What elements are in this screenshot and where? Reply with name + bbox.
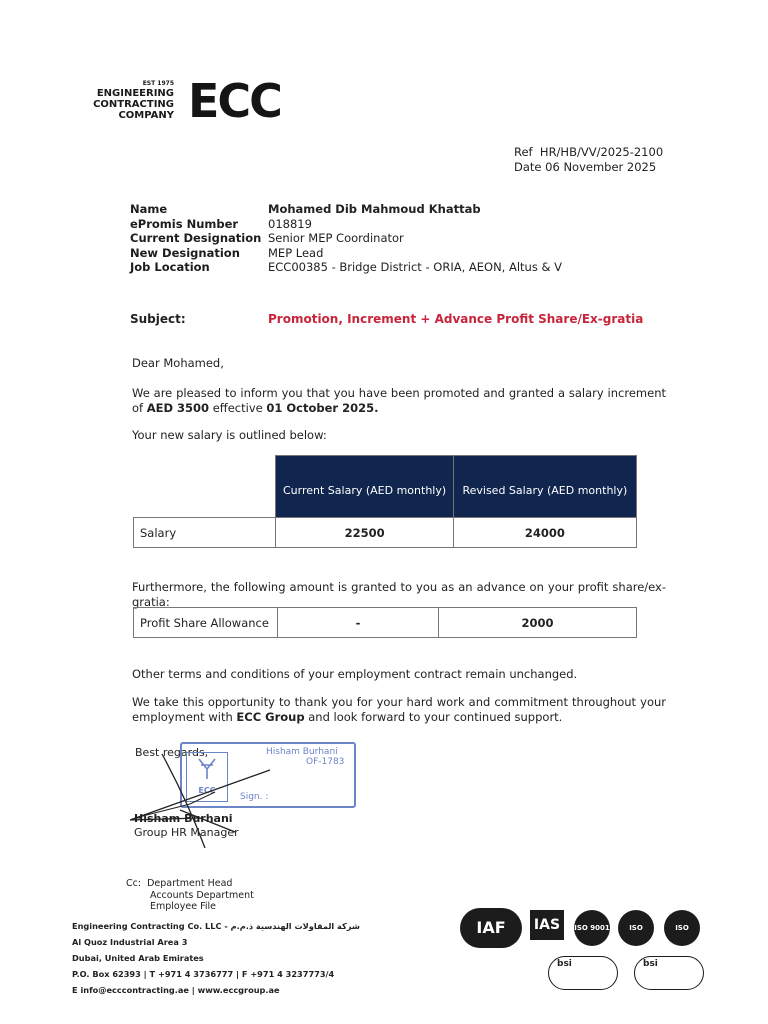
company-name-block <box>86 80 174 121</box>
header-current-salary: Current Salary (AED monthly) <box>276 456 453 518</box>
paragraph-thanks <box>132 695 666 725</box>
info-value: 018819 <box>268 216 312 231</box>
company-name-line1: ENGINEERING <box>96 88 174 99</box>
profit-current-value: - <box>278 608 439 638</box>
footer-company-name: Engineering Contracting Co. LLC - شركة المقاولات الهندسية ذ.م.م <box>72 921 360 931</box>
subject-label: Subject: <box>130 312 186 326</box>
p5-group-name: ECC Group <box>236 710 305 724</box>
info-row <box>130 217 562 232</box>
iso-45001-badge: ISO 45001 <box>664 910 700 946</box>
info-row <box>130 260 562 275</box>
footer-contact: P.O. Box 62393 | T +971 4 3736777 | F +971 4 3237773/4 <box>72 969 335 979</box>
p5-text-c: and look forward to your continued support. <box>308 710 563 724</box>
signatory-name: Hisham Burhani <box>134 812 233 825</box>
signatory-title: Group HR Manager <box>134 826 239 839</box>
cc-label: Cc: <box>126 878 142 889</box>
ref-value: HR/HB/VV/2025-2100 <box>539 145 664 159</box>
info-row <box>130 231 562 246</box>
cc-item: Department Head <box>147 878 233 889</box>
stamp-sign-label: Sign. : <box>240 792 269 802</box>
p1-amount: AED 3500 <box>146 401 210 415</box>
cc-block <box>126 878 254 913</box>
stamp-name: Hisham Burhani <box>266 747 338 757</box>
closing: Best regards, <box>135 746 209 759</box>
p5-text-a: We take this opportunity to thank you for your hard work and commitment throughout your employment with <box>132 695 666 724</box>
info-label: New Designation <box>130 245 240 260</box>
paragraph-promotion <box>132 386 666 416</box>
paragraph-salary-intro: Your new salary is outlined below: <box>132 428 327 442</box>
paragraph-terms: Other terms and conditions of your employment contract remain unchanged. <box>132 667 578 681</box>
subject-line <box>130 312 643 326</box>
company-name-line2: CONTRACTING <box>93 99 174 110</box>
profit-advance-value: 2000 <box>439 608 637 638</box>
company-name-line3: COMPANY <box>118 110 174 121</box>
footer-address-1: Al Quoz Industrial Area 3 <box>72 937 188 947</box>
ias-badge: IAS <box>530 910 564 940</box>
ref-label: Ref <box>514 145 533 159</box>
bsi-badge-1: bsi <box>548 956 618 990</box>
info-label: Current Designation <box>130 231 262 245</box>
info-label: ePromis Number <box>130 216 239 231</box>
info-row <box>130 202 562 217</box>
ecc-logo: ECC <box>188 74 281 128</box>
profit-row-label: Profit Share Allowance <box>134 608 278 638</box>
company-footer <box>72 918 360 998</box>
revised-salary-value: 24000 <box>453 518 636 548</box>
info-value: Senior MEP Coordinator <box>268 231 404 245</box>
greeting: Dear Mohamed, <box>132 356 224 370</box>
current-salary-value: 22500 <box>276 518 453 548</box>
info-value: MEP Lead <box>268 245 324 260</box>
info-value: Mohamed Dib Mahmoud Khattab <box>268 202 481 216</box>
iaf-badge: IAF <box>460 908 522 948</box>
paragraph-profit-intro: Furthermore, the following amount is granted to you as an advance on your profit share/ex-gratia: <box>132 580 666 609</box>
info-value: ECC00385 - Bridge District - ORIA, AEON, Altus & V <box>268 260 562 274</box>
header-revised-salary: Revised Salary (AED monthly) <box>453 456 636 518</box>
handwritten-signature <box>120 748 360 858</box>
p1-text-c: effective <box>212 401 263 415</box>
footer-address-2: Dubai, United Arab Emirates <box>72 953 204 963</box>
footer-email-web: E info@ecccontracting.ae | www.eccgroup.ae <box>72 985 280 995</box>
salary-row-label: Salary <box>134 518 276 548</box>
est-label: EST 1975 <box>142 80 174 87</box>
cc-item: Accounts Department <box>150 889 254 901</box>
date-label: Date <box>514 160 542 174</box>
info-label: Name <box>130 202 168 216</box>
reference-block <box>514 145 663 175</box>
iso-9001-badge: ISO 9001 <box>574 910 610 946</box>
cc-item: Employee File <box>150 901 216 912</box>
bsi-badge-2: bsi <box>634 956 704 990</box>
date-value: 06 November 2025 <box>545 160 657 174</box>
p1-text-a: We are pleased to inform you that you have been promoted and granted a salary increment of <box>132 386 666 415</box>
info-row <box>130 246 562 261</box>
p1-effective-date: 01 October 2025. <box>266 401 379 415</box>
stamp-id: OF-1783 <box>306 757 345 767</box>
signatory <box>134 812 239 840</box>
subject-value: Promotion, Increment + Advance Profit Share/Ex-gratia <box>268 312 644 326</box>
employee-info <box>130 202 562 275</box>
iso-14001-badge: ISO 14001 <box>618 910 654 946</box>
salary-table <box>133 455 637 548</box>
info-label: Job Location <box>130 260 210 274</box>
stamp-logo-text: ECC <box>198 786 216 795</box>
profit-share-table <box>133 607 637 638</box>
table-corner <box>134 456 276 518</box>
